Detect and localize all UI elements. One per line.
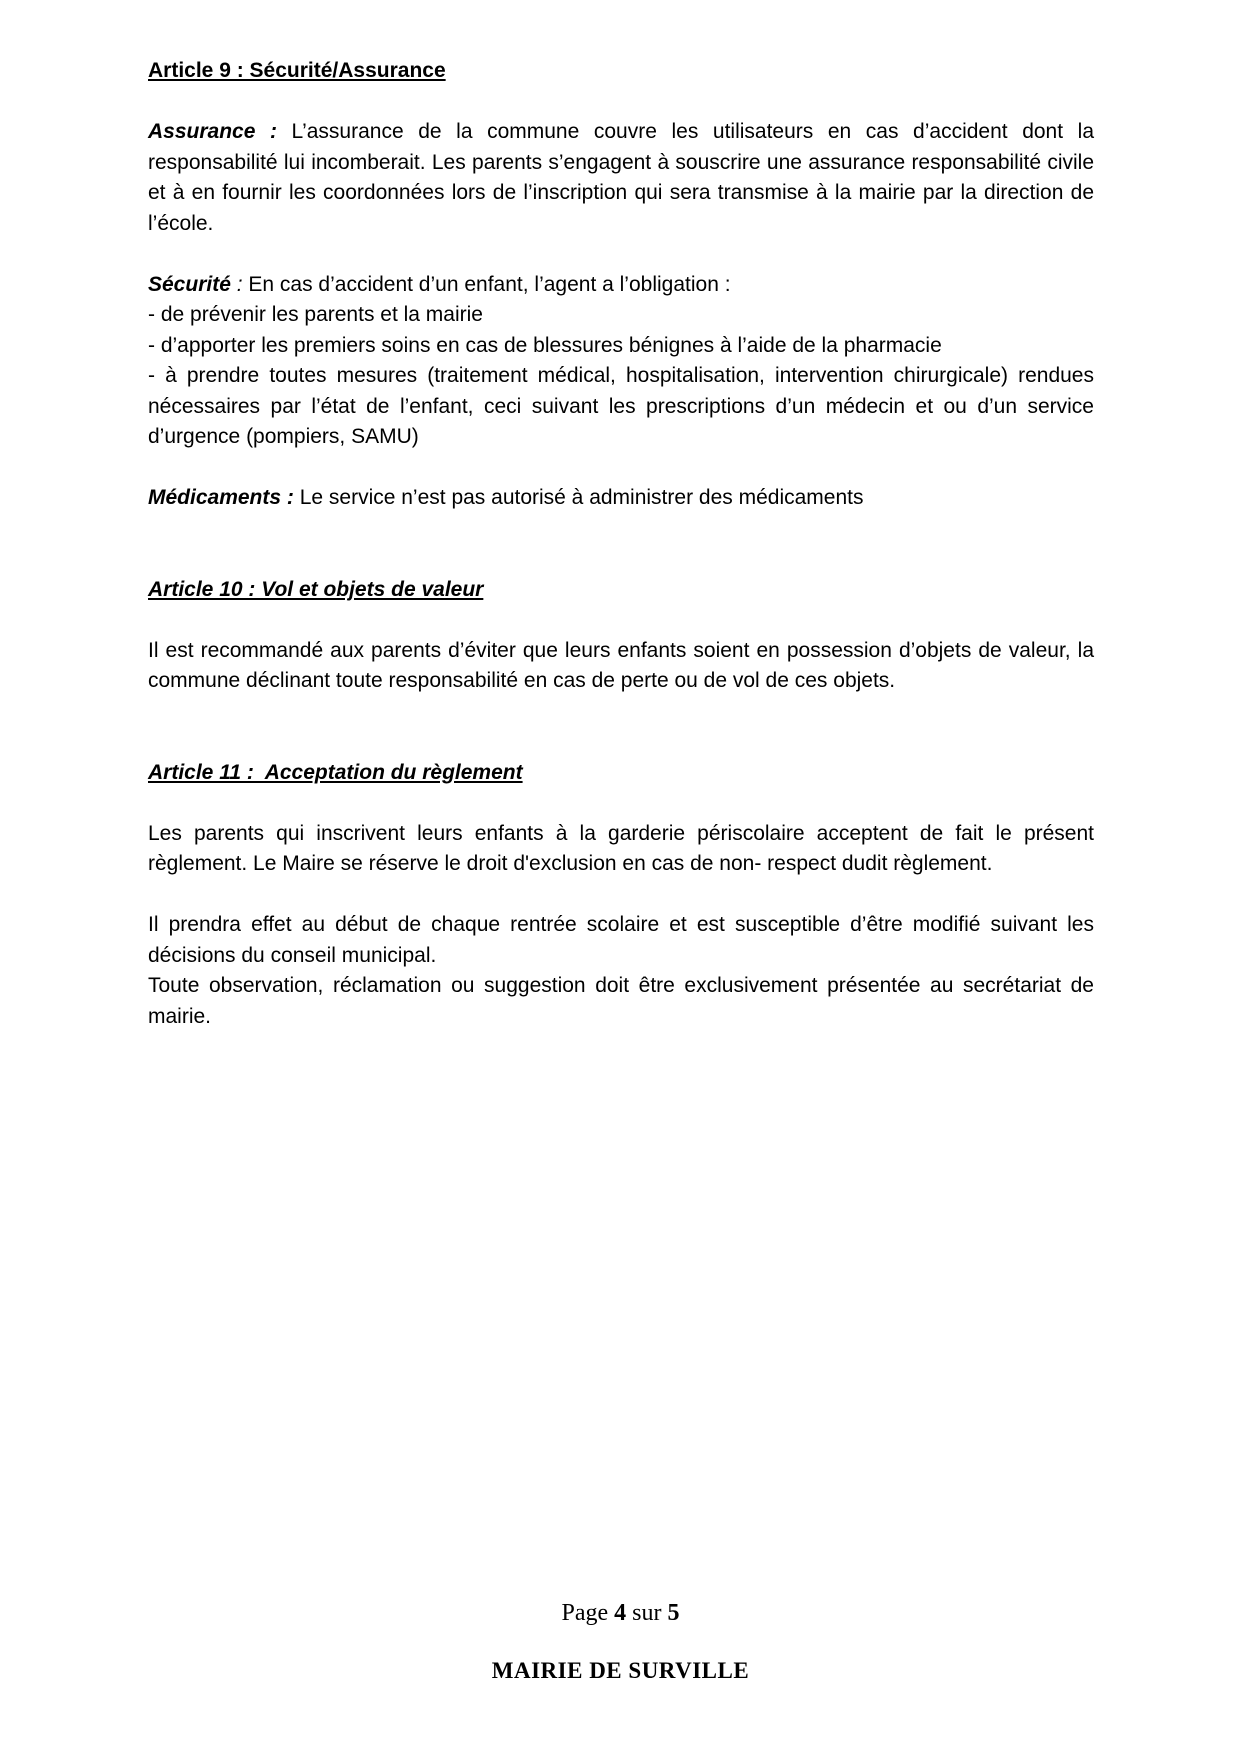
page-number xyxy=(0,1600,1241,1627)
securite-label: Sécurité xyxy=(148,272,231,296)
medicaments-paragraph xyxy=(148,483,1094,514)
securite-item: - à prendre toutes mesures (traitement médical, hospitalisation, intervention chirurgicale) rendues nécessaires par l’état de l’enfant, ceci suivant les prescriptions d’un médecin et ou d’un service d’urgence (pompiers, SAMU) xyxy=(148,364,1094,448)
article-10-text: Il est recommandé aux parents d’éviter que leurs enfants soient en possession d’objets de valeur, la commune déclinant toute responsabilité en cas de perte ou de vol de ces objets. xyxy=(148,638,1094,692)
article-10-title: Article 10 : Vol et objets de valeur xyxy=(148,577,484,601)
assurance-label: Assurance : xyxy=(148,120,277,143)
securite-colon: : xyxy=(230,272,243,296)
medicaments-text: Le service n’est pas autorisé à administrer des médicaments xyxy=(293,486,864,509)
article-11-title: Article 11 : Acceptation du règlement xyxy=(148,760,523,784)
article-11-paragraph-3: Toute observation, réclamation ou suggestion doit être exclusivement présentée au secrétariat de mairie. xyxy=(148,974,1094,1028)
article-9-title: Article 9 : Sécurité/Assurance xyxy=(148,59,446,82)
securite-item: - d’apporter les premiers soins en cas de blessures bénignes à l’aide de la pharmacie xyxy=(148,333,942,357)
securite-text: En cas d’accident d’un enfant, l’agent a l’obligation : xyxy=(242,272,731,296)
page-current: 4 xyxy=(614,1600,627,1626)
securite-item: - de prévenir les parents et la mairie xyxy=(148,303,483,326)
page-prefix: Page xyxy=(561,1600,615,1626)
article-11-paragraph-2: Il prendra effet au début de chaque rentrée scolaire et est susceptible d’être modifié suivant les décisions du conseil municipal. xyxy=(148,913,1094,967)
document-body xyxy=(148,56,1094,1032)
footer-organization: MAIRIE DE SURVILLE xyxy=(491,1658,750,1683)
article-11-paragraph-1: Les parents qui inscrivent leurs enfants à la garderie périscolaire acceptent de fait le présent règlement. Le Maire se réserve le droit d'exclusion en cas de non- respect dudit règlement. xyxy=(148,821,1094,875)
medicaments-label: Médicaments : xyxy=(148,486,294,509)
page-middle: sur xyxy=(626,1600,668,1626)
assurance-text: L’assurance de la commune couvre les utilisateurs en cas d’accident dont la responsabilité lui incomberait. Les parents s’engagent à souscrire une assurance responsabilité civile et à en fournir les coordonnées lors de l’inscription qui sera transmise à la mairie par la direction de l’école. xyxy=(148,120,1095,235)
assurance-paragraph xyxy=(148,117,1094,239)
page-total: 5 xyxy=(667,1600,680,1626)
securite-paragraph xyxy=(148,270,1094,301)
